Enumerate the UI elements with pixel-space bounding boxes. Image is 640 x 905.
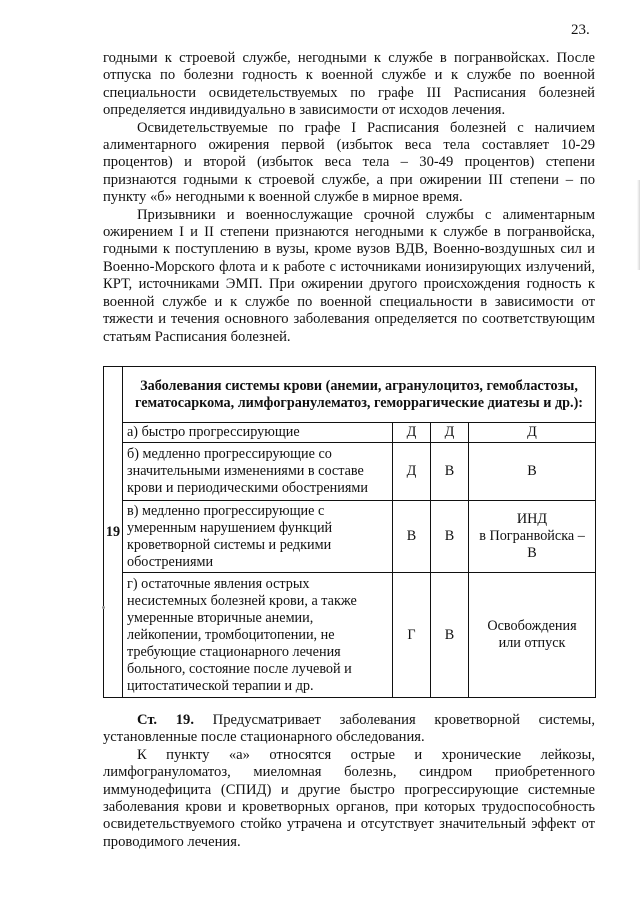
category-graph-1: Г xyxy=(393,573,431,698)
row-description: в) медленно прогрессирующие с умеренным нарушением функций кроветворной системы и редкими обострениями xyxy=(123,501,393,573)
table-row xyxy=(104,573,596,698)
category-graph-3: Д xyxy=(469,423,596,443)
category-graph-3: В xyxy=(469,443,596,501)
paragraph-article-19 xyxy=(103,712,595,747)
table-row xyxy=(104,501,596,573)
article-number: 19 xyxy=(104,367,123,698)
table-row xyxy=(104,443,596,501)
page-number: 23. xyxy=(571,22,590,38)
category-line: ИНД xyxy=(516,511,548,527)
category-graph-2: Д xyxy=(431,423,469,443)
category-graph-3 xyxy=(469,573,596,698)
row-description: а) быстро прогрессирующие xyxy=(123,423,393,443)
category-line: Освобождения xyxy=(487,618,577,634)
row-description: г) остаточные явления острых несистемных болезней крови, а также умеренные вторичные анемии, лейкопении, тромбоцитопении, не требующие стационарного лечения больного, состояние после лучевой и цитостатической терапии и др. xyxy=(123,573,393,698)
category-graph-2: В xyxy=(431,443,469,501)
diseases-table xyxy=(103,366,596,698)
paragraph-continuation: годными к строевой службе, негодными к службе в погранвойсках. После отпуска по болезни годность к военной службе и к службе по военной специальности освидетельствуемых по графе III Расписания болезней определяется индивидуально в зависимости от исходов лечения. xyxy=(103,50,595,119)
paragraph-conscripts-obesity: Призывники и военнослужащие срочной службы с алиментарным ожирением I и II степени признаются негодными к службе в погранвойска, годными к поступлению в вузы, кроме вузов ВДВ, Военно-воздушных сил и Военно-Морского флота и к работе с источниками ионизирующих излучений, КРТ, источниками ЭМП. При ожирении другого происхождения годность к военной службе и к службе по военной специальности в зависимости от тяжести и течения основного заболевания определяется по соответствующим статьям Расписания болезней. xyxy=(103,206,595,345)
category-line: в Погранвойска – xyxy=(479,528,585,544)
article-text: Предусматривает заболевания кроветворной системы, установленные после стационарного обследования. xyxy=(103,712,595,746)
paragraph-point-a: К пункту «а» относятся острые и хронические лейкозы, лимфогрануломатоз, миеломная болезнь, синдром приобретенного иммунодефицита (СПИД) и другие быстро прогрессирующие системные заболевания крови и кроветворных органов, при которых трудоспособность освидетельствуемого стойко утрачена и отсутствует значительный эффект от проводимого лечения. xyxy=(103,746,595,850)
article-reference: Ст. 19. xyxy=(137,712,194,728)
category-graph-1: В xyxy=(393,501,431,573)
category-line: В xyxy=(527,545,537,561)
paragraph-obesity-graph-1: Освидетельствуемые по графе I Расписания болезней с наличием алиментарного ожирения первой (избыток веса тела составляет 10-29 процентов) и второй (избыток веса тела – 30-49 процентов) степени признаются годными к строевой службе, а при ожирении III степени – по пункту «б» негодными к военной службе в мирное время. xyxy=(103,119,595,206)
scan-speck xyxy=(102,606,105,609)
top-text xyxy=(103,50,595,346)
table-heading: Заболевания системы крови (анемии, агранулоцитоз, гемобластозы, гематосаркома, лимфогранулематоз, геморрагические диатезы и др.): xyxy=(123,367,596,423)
category-line: или отпуск xyxy=(498,635,566,651)
category-graph-2: В xyxy=(431,573,469,698)
category-graph-2: В xyxy=(431,501,469,573)
table-row xyxy=(104,423,596,443)
category-graph-3 xyxy=(469,501,596,573)
category-graph-1: Д xyxy=(393,443,431,501)
bottom-text xyxy=(103,712,595,851)
row-description: б) медленно прогрессирующие со значительными изменениями в составе крови и периодическими обострениями xyxy=(123,443,393,501)
category-graph-1: Д xyxy=(393,423,431,443)
